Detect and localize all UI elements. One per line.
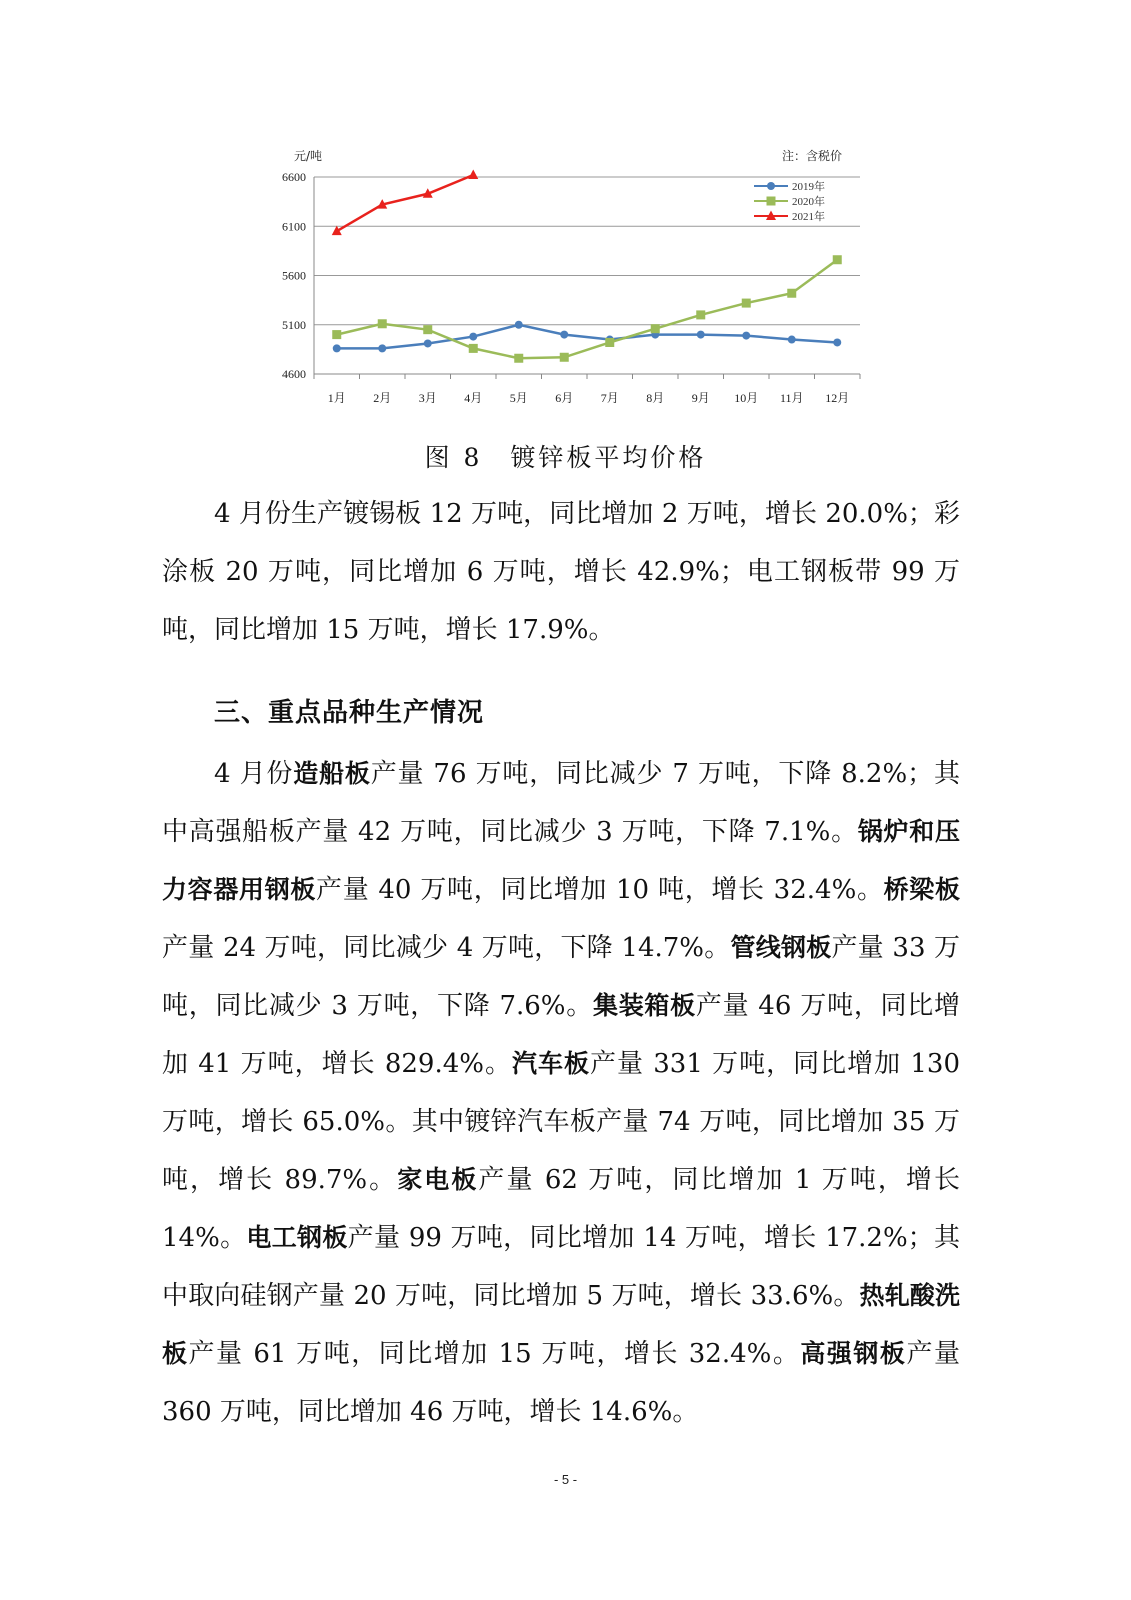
product-name: 管线钢板 (730, 933, 832, 962)
chart-note: 注：含税价 (781, 149, 842, 163)
y-tick-label: 5600 (282, 268, 306, 283)
paragraph-text: 产量 24 万吨，同比减少 4 万吨，下降 14.7%。 (162, 933, 731, 963)
paragraph-key-products (162, 745, 960, 1441)
y-axis-label: 元/吨 (294, 149, 323, 163)
paragraph-text: 产量 46 万吨，同比增加 41 万吨，增长 829.4%。 (162, 991, 960, 1079)
product-name: 高强钢板 (800, 1339, 907, 1368)
series-0-point (742, 332, 750, 340)
x-tick-label: 2月 (373, 391, 392, 405)
series-1-point (696, 310, 705, 319)
series-1-point (787, 289, 796, 298)
page-number: - 5 - (553, 1472, 578, 1487)
paragraph-text: 产量 76 万吨，同比减少 7 万吨，下降 8.2%；其中高强船板产量 42 万吨，同比减少 3 万吨，下降 7.1%。 (162, 759, 960, 847)
paragraph-text: 产量 62 万吨，同比增加 1 万吨，增长 14%。 (162, 1165, 960, 1253)
product-name: 锅炉和压力容器用钢板 (162, 817, 960, 904)
product-name: 电工钢板 (246, 1223, 348, 1252)
x-tick-label: 6月 (555, 391, 574, 405)
y-tick-label: 4600 (282, 367, 306, 381)
series-2-point (468, 170, 478, 180)
series-line-2020年 (337, 260, 838, 359)
paragraph-text: 4 月份 (214, 759, 294, 789)
product-name: 集装箱板 (592, 991, 696, 1020)
x-tick-label: 9月 (691, 391, 710, 405)
x-tick-label: 11月 (779, 391, 804, 405)
series-0-point (833, 338, 841, 346)
galvanized-sheet-price-chart (256, 138, 896, 418)
y-tick-label: 6600 (282, 170, 306, 184)
series-1-point (514, 354, 523, 363)
x-tick-label: 8月 (646, 391, 665, 405)
x-tick-label: 10月 (734, 391, 759, 405)
y-tick-label: 5100 (282, 317, 306, 332)
legend-label: 2020年 (792, 196, 825, 208)
series-1-point (767, 197, 776, 206)
product-name: 造船板 (293, 759, 371, 788)
series-1-point (605, 338, 614, 347)
series-0-point (560, 331, 568, 339)
paragraph-text: 产量 33 万吨，同比减少 3 万吨，下降 7.6%。 (162, 933, 960, 1021)
paragraph-text: 产量 99 万吨，同比增加 14 万吨，增长 17.2%；其中取向硅钢产量 20 万吨，同比增加 5 万吨，增长 33.6%。 (162, 1223, 960, 1311)
product-name: 汽车板 (511, 1049, 590, 1078)
section-heading: 三、重点品种生产情况 (214, 698, 485, 728)
series-line-2021年 (337, 175, 474, 231)
series-1-point (651, 324, 660, 333)
x-tick-label: 4月 (464, 391, 483, 405)
series-1-point (423, 325, 432, 334)
legend-label: 2021年 (792, 211, 825, 223)
paragraph-text: 产量 360 万吨，同比增加 46 万吨，增长 14.6%。 (162, 1339, 960, 1427)
x-tick-label: 3月 (418, 391, 437, 405)
series-1-point (742, 299, 751, 308)
paragraph-text: 产量 40 万吨，同比增加 10 吨，增长 32.4%。 (316, 875, 884, 905)
series-1-point (332, 330, 341, 339)
series-0-point (333, 344, 341, 352)
series-0-point (515, 321, 523, 329)
series-1-point (378, 319, 387, 328)
paragraph-text: 产量 61 万吨，同比增加 15 万吨，增长 32.4%。 (188, 1339, 801, 1369)
paragraph-coated-sheet: 4 月份生产镀锡板 12 万吨，同比增加 2 万吨，增长 20.0%；彩涂板 20 万吨，同比增加 6 万吨，增长 42.9%；电工钢板带 99 万吨，同比增加 15 万吨，增长 17.9%。 (162, 499, 960, 645)
series-1-point (833, 255, 842, 264)
series-1-point (469, 344, 478, 353)
x-tick-label: 12月 (825, 391, 850, 405)
product-name: 家电板 (397, 1165, 479, 1194)
product-name: 桥梁板 (883, 875, 960, 904)
series-1-point (560, 353, 569, 362)
series-0-point (469, 333, 477, 341)
series-0-point (424, 339, 432, 347)
x-tick-label: 5月 (509, 391, 528, 405)
figure-caption: 图 8 镀锌板平均价格 (424, 443, 707, 472)
y-tick-label: 6100 (282, 219, 306, 234)
series-0-point (697, 331, 705, 339)
x-tick-label: 1月 (327, 391, 346, 405)
series-0-point (378, 344, 386, 352)
series-0-point (788, 336, 796, 344)
paragraph-text: 产量 331 万吨，同比增加 130 万吨，增长 65.0%。其中镀锌汽车板产量 74 万吨，同比增加 35 万吨，增长 89.7%。 (162, 1049, 960, 1195)
legend-label: 2019年 (792, 181, 825, 193)
x-tick-label: 7月 (600, 391, 619, 405)
chart-svg (256, 138, 896, 418)
series-0-point (767, 182, 775, 190)
product-name: 热轧酸洗板 (162, 1281, 960, 1368)
